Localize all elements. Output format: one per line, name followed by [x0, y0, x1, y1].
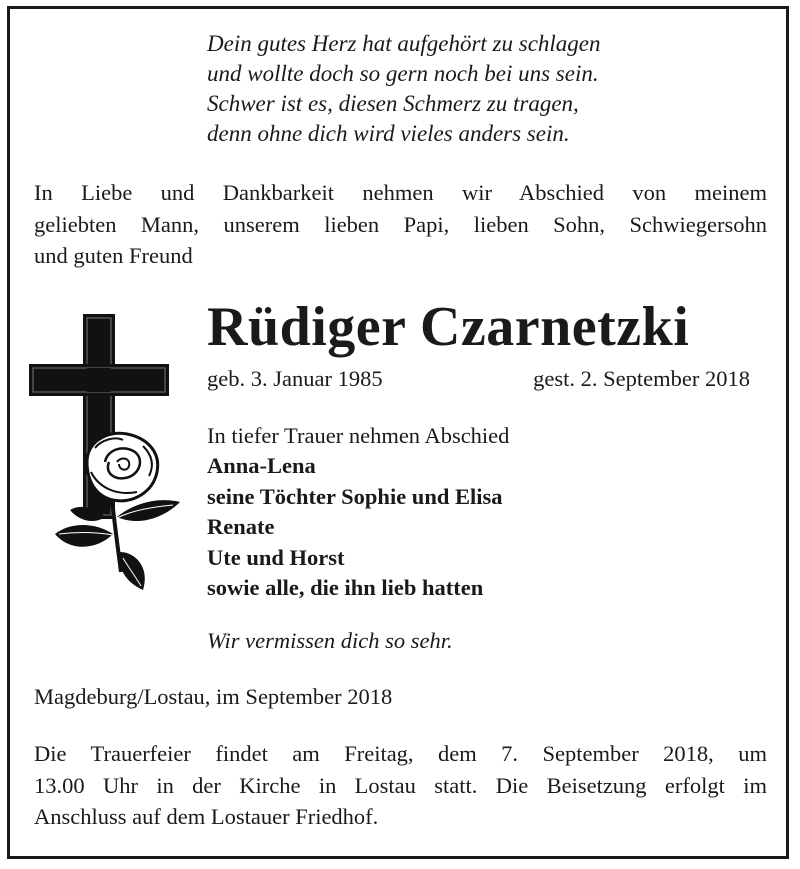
funeral-line: Die Trauerfeier findet am Freitag, dem 7. September 2018, um [34, 741, 767, 766]
funeral-line: 13.00 Uhr in der Kirche in Lostau statt. Die Beisetzung erfolgt im [34, 772, 767, 798]
mourner-name: sowie alle, die ihn lieb hatten [207, 575, 484, 601]
mourner-name: Anna-Lena [207, 453, 316, 479]
place-date: Magdeburg/Lostau, im September 2018 [34, 684, 393, 709]
intro-text [34, 177, 767, 272]
poem-line: Dein gutes Herz hat aufgehört zu schlagen [207, 31, 601, 56]
mourners-lead: In tiefer Trauer nehmen Abschied [207, 423, 510, 448]
death-date: gest. 2. September 2018 [533, 366, 750, 391]
funeral-info [34, 738, 767, 833]
mourners-list [207, 421, 509, 603]
mourner-name: seine Töchter Sophie und Elisa [207, 483, 503, 509]
poem-line: Schwer ist es, diesen Schmerz zu tragen, [207, 91, 579, 116]
closing-line: Wir vermissen dich so sehr. [207, 628, 453, 653]
deceased-name: Rüdiger Czarnetzki [207, 296, 690, 358]
intro-line: In Liebe und Dankbarkeit nehmen wir Abschied von meinem [34, 180, 767, 205]
funeral-line: Anschluss auf dem Lostauer Friedhof. [34, 804, 379, 829]
birth-date: geb. 3. Januar 1985 [207, 366, 383, 391]
cross-and-rose [25, 312, 190, 597]
intro-line: geliebten Mann, unserem lieben Papi, lieben Sohn, Schwiegersohn [34, 211, 767, 237]
rose-icon [55, 433, 180, 590]
poem-line: denn ohne dich wird vieles anders sein. [207, 121, 570, 146]
poem [207, 29, 601, 149]
intro-line: und guten Freund [34, 243, 193, 268]
poem-line: und wollte doch so gern noch bei uns sein. [207, 61, 599, 86]
mourner-name: Ute und Horst [207, 544, 345, 570]
mourner-name: Renate [207, 514, 275, 540]
